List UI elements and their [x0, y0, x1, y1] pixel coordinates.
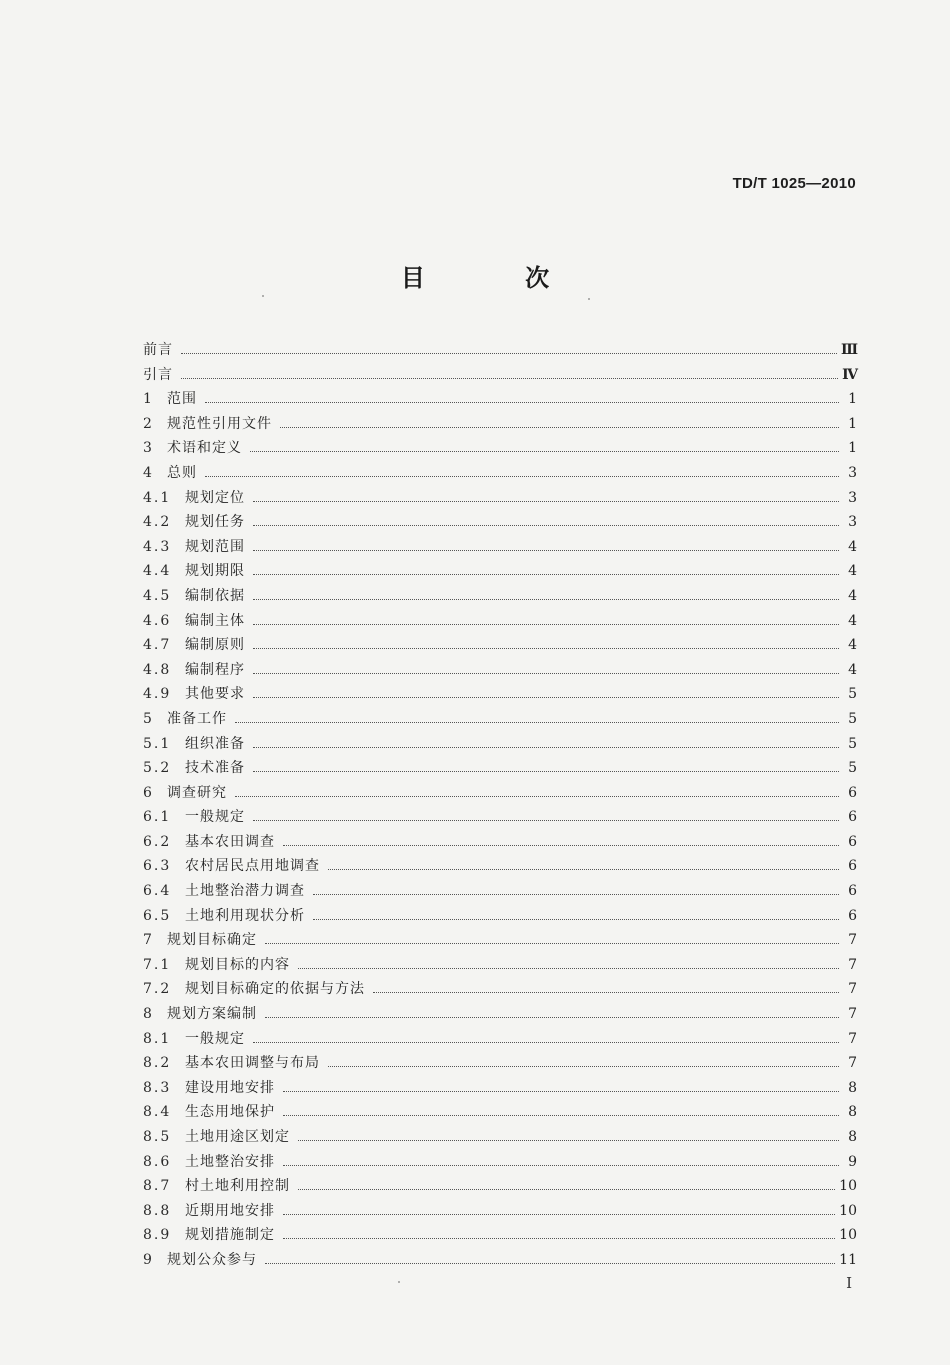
toc-entry — [143, 338, 857, 363]
toc-entry — [143, 584, 857, 609]
toc-entry-page: 10 — [839, 1227, 857, 1244]
toc-entry — [143, 363, 857, 388]
toc-entry-title: 前言 — [143, 342, 173, 358]
toc-entry-number: 7.2 — [143, 981, 172, 998]
dot-leader — [328, 869, 839, 870]
toc-entry-number: 5 — [143, 710, 154, 727]
scan-speck — [398, 1281, 400, 1283]
dot-leader — [283, 1091, 839, 1092]
toc-entry — [143, 412, 857, 437]
toc-entry-number: 1 — [143, 391, 154, 408]
toc-entry-number: 6.4 — [143, 883, 172, 900]
toc-entry — [143, 633, 857, 658]
toc-entry-title: 基本农田调整与布局 — [185, 1055, 320, 1072]
toc-entry-page: 8 — [848, 1104, 857, 1121]
toc-entry-page: 6 — [848, 833, 857, 850]
toc-entry-page: 4 — [848, 612, 857, 629]
toc-entry-page: 7 — [848, 1055, 857, 1072]
toc-entry-number: 4.7 — [143, 637, 172, 654]
toc-entry — [143, 781, 857, 806]
toc-entry-title: 基本农田调查 — [185, 833, 275, 850]
toc-entry-title: 引言 — [143, 366, 173, 383]
toc-entry-title: 范围 — [167, 391, 197, 408]
dot-leader — [283, 845, 839, 846]
toc-entry-title: 调查研究 — [167, 784, 227, 801]
toc-entry-number: 4.4 — [143, 563, 172, 580]
toc-entry-number: 8.8 — [143, 1202, 172, 1219]
toc-entry — [143, 854, 857, 879]
dot-leader — [265, 1263, 835, 1264]
toc-entry-title: 编制程序 — [185, 661, 245, 678]
toc-entry-page: 3 — [848, 514, 857, 531]
table-of-contents — [143, 338, 857, 1273]
toc-entry — [143, 658, 857, 683]
toc-entry-number: 8.3 — [143, 1079, 172, 1096]
toc-entry — [143, 1199, 857, 1224]
toc-entry — [143, 387, 857, 412]
toc-entry-number: 6.5 — [143, 907, 172, 924]
dot-leader — [313, 894, 839, 895]
toc-entry-page: Ⅲ — [840, 342, 857, 358]
toc-entry-title: 其他要求 — [185, 686, 245, 703]
page-number: I — [846, 1274, 852, 1292]
toc-entry-title: 村土地利用控制 — [185, 1178, 290, 1195]
toc-entry — [143, 1076, 857, 1101]
toc-entry-number: 8 — [143, 1006, 154, 1023]
toc-entry-page: 5 — [848, 686, 857, 703]
toc-entry — [143, 830, 857, 855]
dot-leader — [235, 796, 839, 797]
toc-entry — [143, 609, 857, 634]
toc-entry-number: 3 — [143, 440, 154, 457]
toc-entry-page: 6 — [848, 858, 857, 875]
toc-entry — [143, 953, 857, 978]
toc-entry — [143, 977, 857, 1002]
toc-entry-page: 7 — [848, 932, 857, 949]
dot-leader — [283, 1115, 839, 1116]
toc-entry-page: 6 — [848, 883, 857, 900]
toc-entry-title: 编制主体 — [185, 612, 245, 629]
toc-entry — [143, 1125, 857, 1150]
toc-entry — [143, 732, 857, 757]
toc-entry-title: 规划定位 — [185, 489, 245, 506]
dot-leader — [253, 697, 839, 698]
toc-entry-page: 10 — [839, 1202, 857, 1219]
dot-leader — [253, 574, 839, 575]
toc-entry — [143, 682, 857, 707]
standard-code: TD/T 1025—2010 — [732, 175, 856, 192]
toc-entry-number: 2 — [143, 415, 154, 432]
toc-entry-page: 4 — [848, 587, 857, 604]
toc-entry — [143, 756, 857, 781]
toc-entry-title: 规范性引用文件 — [167, 415, 272, 432]
toc-entry-title: 规划目标确定 — [167, 932, 257, 949]
dot-leader — [205, 476, 839, 477]
toc-entry-page: 8 — [848, 1129, 857, 1145]
toc-entry-title: 规划目标确定的依据与方法 — [185, 981, 365, 998]
dot-leader — [253, 673, 839, 674]
toc-entry — [143, 928, 857, 953]
toc-entry-number: 8.9 — [143, 1227, 172, 1244]
toc-entry-number: 8.4 — [143, 1104, 172, 1121]
toc-entry — [143, 805, 857, 830]
dot-leader — [373, 992, 839, 993]
toc-entry-page: 6 — [848, 907, 857, 924]
dot-leader — [205, 402, 839, 403]
dot-leader — [253, 648, 839, 649]
toc-entry-page: Ⅳ — [842, 366, 857, 383]
toc-entry — [143, 879, 857, 904]
toc-entry — [143, 1150, 857, 1175]
dot-leader — [253, 1042, 839, 1043]
dot-leader — [253, 820, 839, 821]
page-title: 目 次 — [400, 263, 596, 292]
toc-entry-page: 7 — [848, 981, 857, 998]
toc-entry — [143, 486, 857, 511]
toc-entry — [143, 1100, 857, 1125]
toc-entry — [143, 559, 857, 584]
dot-leader — [265, 1017, 839, 1018]
scan-speck — [262, 295, 264, 297]
toc-entry — [143, 535, 857, 560]
toc-entry-page: 4 — [848, 637, 857, 654]
dot-leader — [280, 427, 839, 428]
dot-leader — [298, 1140, 839, 1141]
toc-entry-title: 规划任务 — [185, 514, 245, 531]
toc-entry — [143, 1027, 857, 1052]
toc-entry-page: 5 — [848, 760, 857, 777]
toc-entry-page: 3 — [848, 489, 857, 506]
toc-entry-page: 7 — [848, 956, 857, 973]
toc-entry-page: 4 — [848, 661, 857, 678]
toc-entry-title: 农村居民点用地调查 — [185, 858, 320, 875]
dot-leader — [283, 1214, 835, 1215]
toc-entry-number: 6.3 — [143, 858, 172, 875]
toc-entry-page: 9 — [848, 1153, 857, 1170]
dot-leader — [253, 550, 839, 551]
toc-entry — [143, 461, 857, 486]
toc-entry-number: 8.6 — [143, 1153, 172, 1170]
toc-entry — [143, 510, 857, 535]
toc-entry-number: 4.5 — [143, 587, 172, 604]
dot-leader — [181, 378, 838, 379]
toc-entry-number: 6.2 — [143, 833, 172, 850]
dot-leader — [283, 1238, 835, 1239]
toc-entry-title: 土地整治安排 — [185, 1153, 275, 1170]
scan-speck — [588, 298, 590, 300]
toc-entry-title: 规划目标的内容 — [185, 956, 290, 973]
toc-entry — [143, 904, 857, 929]
toc-entry-title: 一般规定 — [185, 809, 245, 826]
toc-entry-number: 4.6 — [143, 612, 172, 629]
toc-entry-title: 规划公众参与 — [167, 1251, 257, 1268]
toc-entry-page: 5 — [848, 735, 857, 752]
toc-entry — [143, 1002, 857, 1027]
toc-entry-page: 1 — [848, 391, 857, 408]
toc-entry-title: 组织准备 — [185, 735, 245, 752]
toc-entry-number: 6 — [143, 784, 154, 801]
dot-leader — [283, 1165, 839, 1166]
toc-entry-page: 4 — [848, 563, 857, 580]
toc-entry-title: 生态用地保护 — [185, 1104, 275, 1121]
dot-leader — [265, 943, 839, 944]
toc-entry-title: 土地整治潜力调查 — [185, 883, 305, 900]
dot-leader — [253, 747, 839, 748]
toc-entry — [143, 1051, 857, 1076]
dot-leader — [298, 1189, 835, 1190]
toc-entry-page: 7 — [848, 1006, 857, 1023]
toc-entry — [143, 1174, 857, 1199]
toc-entry-title: 规划期限 — [185, 563, 245, 580]
toc-entry-title: 编制依据 — [185, 587, 245, 604]
dot-leader — [253, 501, 839, 502]
toc-entry — [143, 1248, 857, 1273]
dot-leader — [253, 771, 839, 772]
dot-leader — [253, 525, 839, 526]
toc-entry-number: 8.1 — [143, 1030, 172, 1047]
toc-entry-page: 10 — [839, 1178, 857, 1195]
toc-entry-page: 7 — [848, 1030, 857, 1047]
toc-entry-number: 6.1 — [143, 809, 172, 826]
dot-leader — [253, 624, 839, 625]
dot-leader — [250, 451, 839, 452]
toc-entry-number: 7 — [143, 932, 154, 949]
toc-entry-number: 7.1 — [143, 956, 172, 973]
dot-leader — [328, 1066, 839, 1067]
dot-leader — [235, 722, 839, 723]
toc-entry-title: 编制原则 — [185, 637, 245, 654]
toc-entry-title: 一般规定 — [185, 1030, 245, 1047]
toc-entry-page: 5 — [848, 710, 857, 727]
toc-entry-title: 土地用途区划定 — [185, 1129, 290, 1145]
toc-entry-number: 4.9 — [143, 686, 172, 703]
toc-entry-number: 4 — [143, 464, 154, 481]
toc-entry-number: 4.8 — [143, 661, 172, 678]
toc-entry-number: 4.2 — [143, 514, 172, 531]
dot-leader — [298, 968, 839, 969]
toc-entry-title: 技术准备 — [185, 760, 245, 777]
toc-entry-title: 土地利用现状分析 — [185, 907, 305, 924]
toc-entry-title: 准备工作 — [167, 710, 227, 727]
toc-entry-number: 8.7 — [143, 1178, 172, 1195]
toc-entry — [143, 436, 857, 461]
toc-entry-page: 3 — [848, 464, 857, 481]
toc-entry-number: 5.1 — [143, 735, 172, 752]
toc-entry-title: 规划方案编制 — [167, 1006, 257, 1023]
toc-entry-number: 4.3 — [143, 538, 172, 555]
toc-entry-title: 建设用地安排 — [185, 1079, 275, 1096]
toc-entry-page: 6 — [848, 809, 857, 826]
toc-entry-page: 6 — [848, 784, 857, 801]
dot-leader — [181, 353, 837, 354]
toc-entry-number: 8.5 — [143, 1129, 172, 1145]
toc-entry-page: 1 — [848, 440, 857, 457]
toc-entry-number: 9 — [143, 1251, 154, 1268]
toc-entry-title: 总则 — [167, 464, 197, 481]
toc-entry-page: 1 — [848, 415, 857, 432]
toc-entry-page: 4 — [848, 538, 857, 555]
toc-entry-page: 8 — [848, 1079, 857, 1096]
toc-entry-title: 规划措施制定 — [185, 1227, 275, 1244]
toc-entry — [143, 1223, 857, 1248]
toc-entry-page: 11 — [839, 1251, 857, 1268]
toc-entry-title: 规划范围 — [185, 538, 245, 555]
toc-entry-title: 术语和定义 — [167, 440, 242, 457]
toc-entry — [143, 707, 857, 732]
toc-entry-title: 近期用地安排 — [185, 1202, 275, 1219]
toc-entry-number: 5.2 — [143, 760, 172, 777]
toc-entry-number: 4.1 — [143, 489, 172, 506]
dot-leader — [253, 599, 839, 600]
dot-leader — [313, 919, 839, 920]
toc-entry-number: 8.2 — [143, 1055, 172, 1072]
